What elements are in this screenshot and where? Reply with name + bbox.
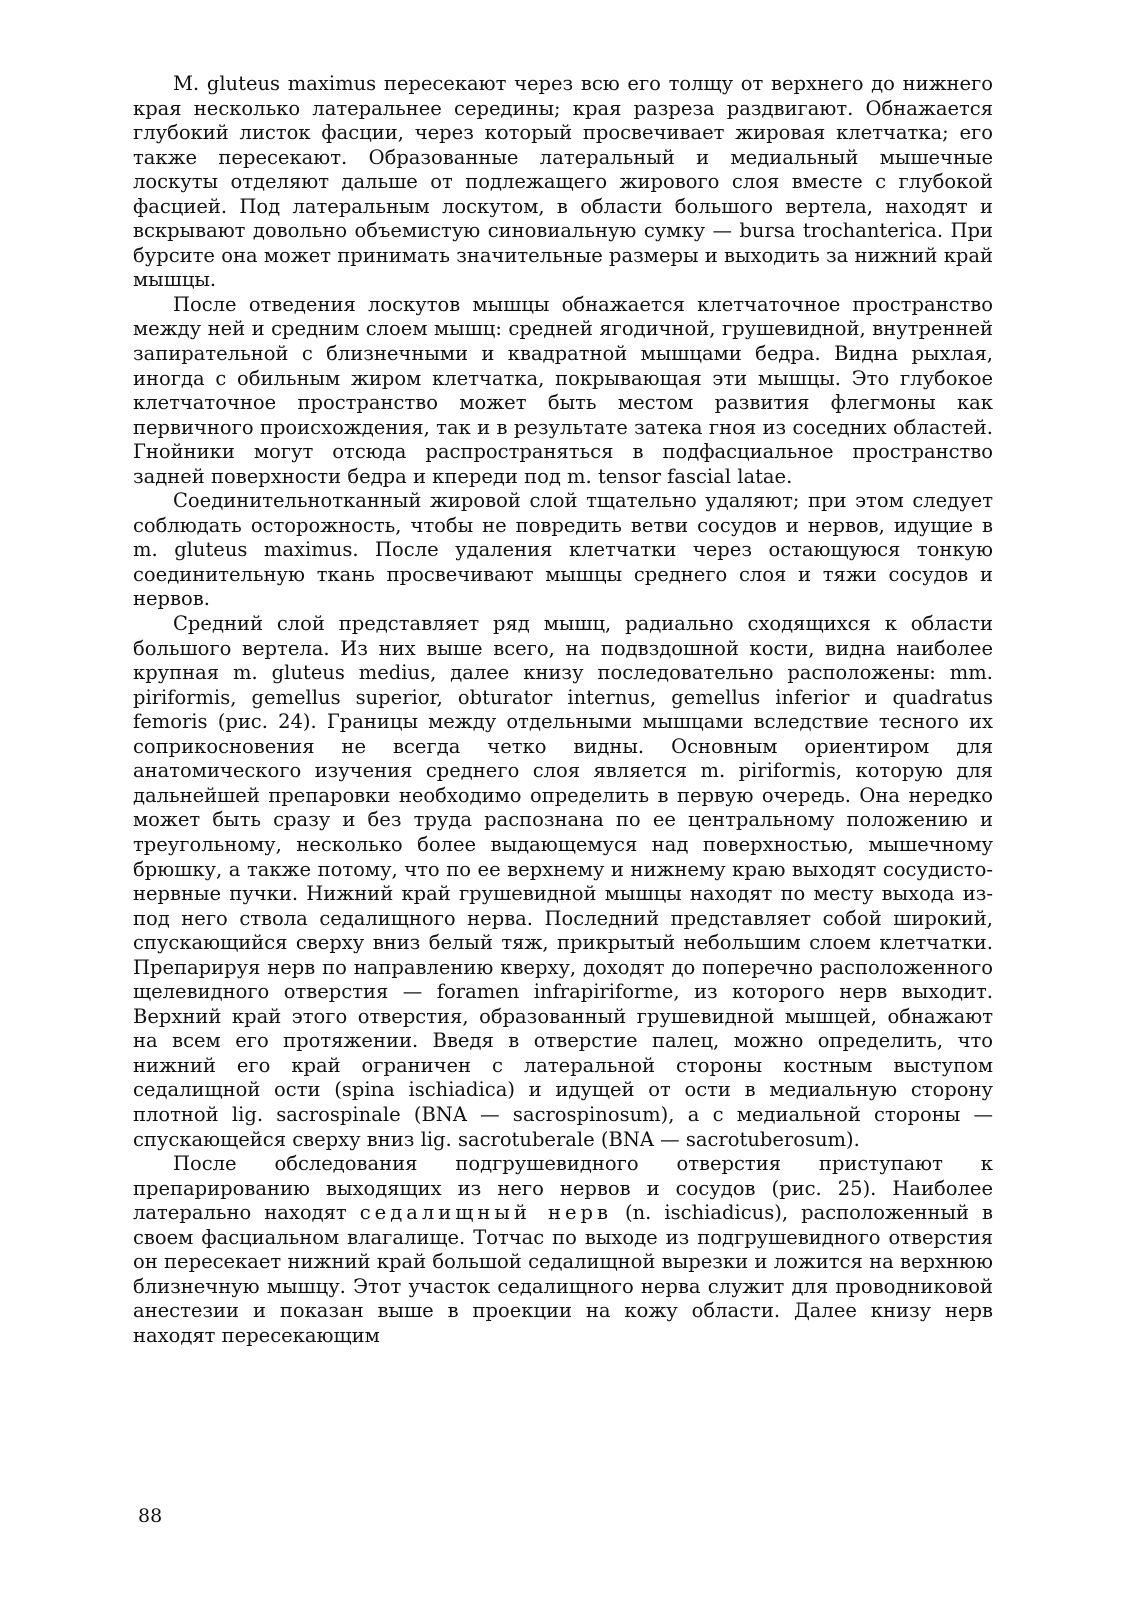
paragraph-3 (133, 489, 993, 612)
paragraph-2 (133, 293, 993, 489)
body-text (133, 72, 993, 1348)
paragraph-5-text-start: После обследования подгрушевидного отверстия приступают к препарированию выходящих из него нервов и сосудов (рис. 25). Наиболее латерально находят (133, 1152, 993, 1225)
paragraph-1-text: M. gluteus maximus пересекают через всю его толщу от верхнего до нижнего края несколько латеральнее середины; края разреза раздвигают. Обнажается глубокий листок фасции, через который просвечивает жировая клетчатка; его также пересекают. Образованные латеральный и медиальный мышечные лоскуты отделяют дальше от подлежащего жирового слоя вместе с глубокой фасцией. Под латеральным лоскутом, в области большого вертела, находят и вскрывают довольно объемистую синовиальную сумку — bursa trochanterica. При бурсите она может принимать значительные размеры и выходить за нижний край мышцы. (133, 72, 993, 292)
page-number: 88 (138, 1505, 163, 1527)
paragraph-3-text: Соединительнотканный жировой слой тщательно удаляют; при этом следует соблюдать осторожность, чтобы не повредить ветви сосудов и нервов, идущие в m. gluteus maximus. После удаления клетчатки через остающуюся тонкую соединительную ткань просвечивают мышцы среднего слоя и тяжи сосудов и нервов. (133, 489, 993, 611)
paragraph-4-text: Средний слой представляет ряд мышц, радиально сходящихся к области большого вертела. Из них выше всего, на подвздошной кости, видна наиболее крупная m. gluteus medius, далее книзу последовательно расположены: mm. piriformis, gemellus superior, obturator internus, gemellus inferior и quadratus femoris (рис. 24). Границы между отдельными мышцами вследствие тесного их соприкосновения не всегда четко видны. Основным ориентиром для анатомического изучения среднего слоя является m. piriformis, которую для дальнейшей препаровки необходимо определить в первую очередь. Она нередко может быть сразу и без труда распознана по ее центральному положению и треугольному, несколько более выдающемуся над поверхностью, мышечному брюшку, а также потому, что по ее верхнему и нижнему краю выходят сосудисто-нервные пучки. Нижний край грушевидной мышцы находят по месту выхода из-под него ствола седалищного нерва. Последний представляет собой широкий, спускающийся сверху вниз белый тяж, прикрытый небольшим слоем клетчатки. Препарируя нерв по направлению кверху, доходят до поперечно расположенного щелевидного отверстия — foramen infrapiriforme, из которого нерв выходит. Верхний край этого отверстия, образованный грушевидной мышцей, обнажают на всем его протяжении. Введя в отверстие палец, можно определить, что нижний его край ограничен с латеральной стороны костным выступом седалищной ости (spina ischiadica) и идущей от ости в медиальную сторону плотной lig. sacrospinale (BNA — sacrospinosum), а с медиальной стороны — спускающейся сверху вниз lig. sacrotuberale (BNA — sacrotuberosum). (133, 612, 993, 1151)
paragraph-2-text: После отведения лоскутов мышцы обнажается клетчаточное пространство между ней и средним слоем мышц: средней ягодичной, грушевидной, внутренней запирательной с близнечными и квадратной мышцами бедра. Видна рыхлая, иногда с обильным жиром клетчатка, покрывающая эти мышцы. Это глубокое клетчаточное пространство может быть местом развития флегмоны как первичного происхождения, так и в результате затека гноя из соседних областей. Гнойники могут отсюда распространяться в подфасциальное пространство задней поверхности бедра и кпереди под m. tensor fascial latae. (133, 292, 993, 488)
paragraph-5-text-end: (n. ischiadicus), расположенный в своем фасциальном влагалище. Тотчас по выходе из подгрушевидного отверстия он пересекает нижний край большой седалищной вырезки и ложится на верхнюю близнечную мышцу. Этот участок седалищного нерва служит для проводниковой анестезии и показан выше в проекции на кожу области. Далее книзу нерв находят пересекающим (133, 1201, 994, 1347)
paragraph-1 (133, 72, 993, 293)
paragraph-5-spaced-term: седалищный нерв (359, 1201, 612, 1225)
paragraph-4 (133, 612, 993, 1152)
paragraph-5 (133, 1152, 993, 1348)
